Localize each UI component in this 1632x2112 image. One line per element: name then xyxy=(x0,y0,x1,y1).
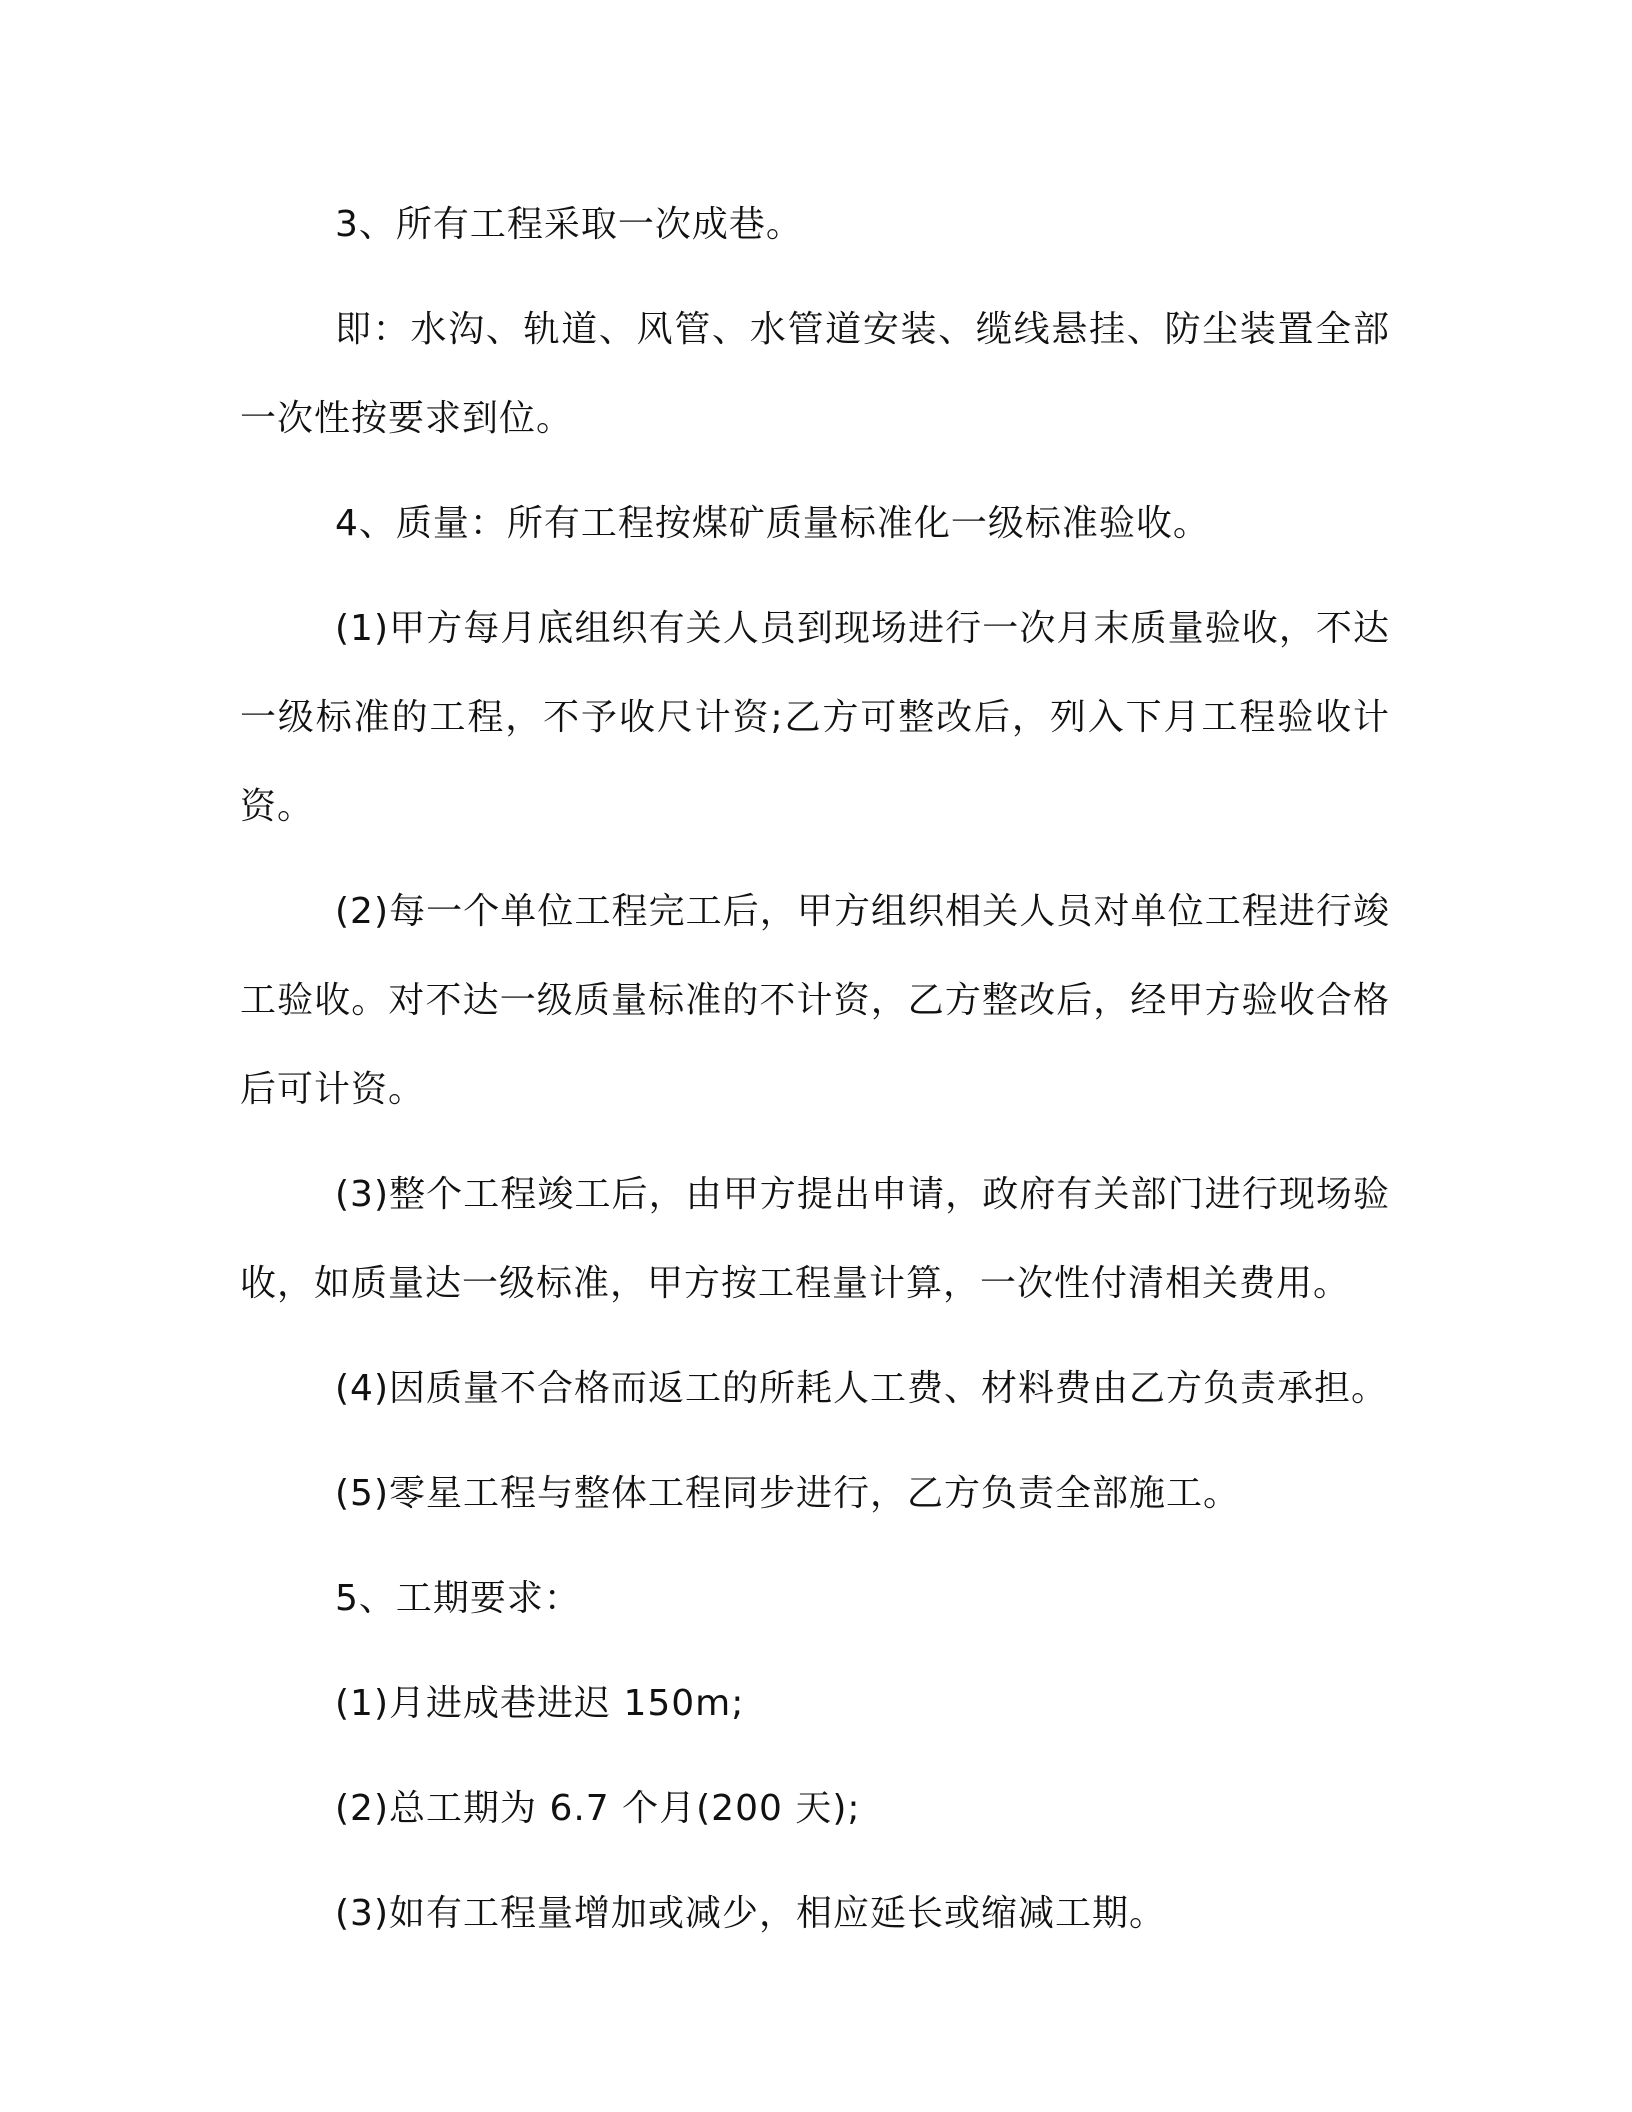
paragraph-5-schedule: 5、工期要求： xyxy=(335,1578,581,1619)
paragraph-quality-4: (4)因质量不合格而返工的所耗人工费、材料费由乙方负责承担。 xyxy=(335,1368,1388,1409)
paragraph-4-quality: 4、质量：所有工程按煤矿质量标准化一级标准验收。 xyxy=(335,503,1210,544)
paragraph-quality-2: (2)每一个单位工程完工后，甲方组织相关人员对单位工程进行竣工验收。对不达一级质量标准的不计资，乙方整改后，经甲方验收合格后可计资。 xyxy=(240,891,1390,1110)
paragraph-schedule-1: (1)月进成巷进迟 150m; xyxy=(335,1683,745,1724)
paragraph-quality-5: (5)零星工程与整体工程同步进行，乙方负责全部施工。 xyxy=(335,1473,1240,1514)
paragraph-schedule-2: (2)总工期为 6.7 个月(200 天); xyxy=(335,1788,861,1829)
paragraph-3-one-pass: 3、所有工程采取一次成巷。 xyxy=(335,204,803,245)
document-body xyxy=(240,180,1390,1958)
paragraph-schedule-3: (3)如有工程量增加或减少，相应延长或缩减工期。 xyxy=(335,1893,1166,1934)
paragraph-installation: 即：水沟、轨道、风管、水管道安装、缆线悬挂、防尘装置全部一次性按要求到位。 xyxy=(240,309,1390,439)
paragraph-quality-1: (1)甲方每月底组织有关人员到现场进行一次月末质量验收，不达一级标准的工程，不予收尺计资;乙方可整改后，列入下月工程验收计资。 xyxy=(240,608,1390,827)
paragraph-quality-3: (3)整个工程竣工后，由甲方提出申请，政府有关部门进行现场验收，如质量达一级标准，甲方按工程量计算，一次性付清相关费用。 xyxy=(240,1174,1390,1304)
